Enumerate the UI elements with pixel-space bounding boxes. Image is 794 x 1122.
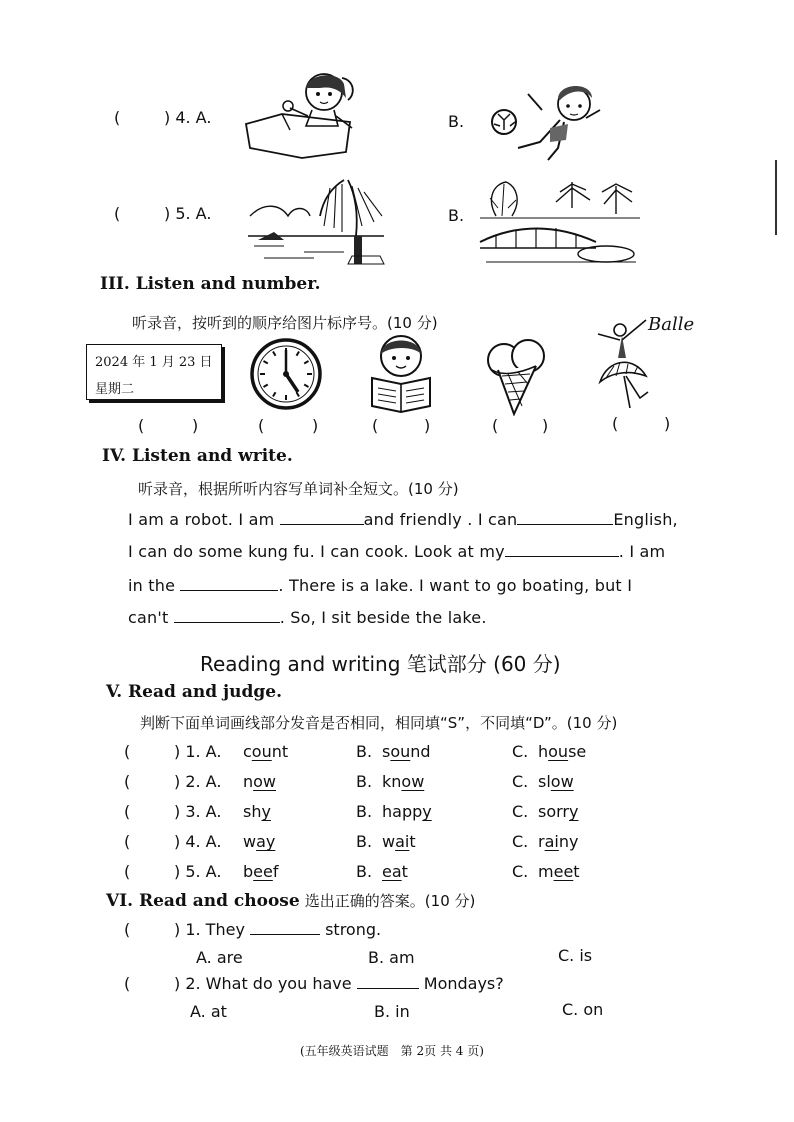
option-c[interactable]: C. on (562, 1000, 604, 1019)
passage-text: can't (128, 608, 174, 627)
underlined-part: ou (390, 742, 411, 761)
word-part: sorr (538, 802, 569, 821)
part-heading-cn: 笔试部分 (60 分) (406, 652, 561, 676)
word-b (382, 772, 424, 791)
passage-text: in the (128, 576, 181, 595)
question-number: ) 3. A. (174, 802, 222, 821)
section-instruction: 判断下面单词画线部分发音是否相同，相同填“S”，不同填“D”。(10 分) (140, 714, 618, 732)
weekday-line: 星期二 (95, 382, 135, 397)
blank-input[interactable] (280, 510, 364, 525)
word-part: f (272, 862, 279, 881)
word-part: r (538, 832, 545, 851)
passage-line-3 (128, 576, 632, 595)
word-c (538, 862, 580, 881)
option-c-label: C. (512, 802, 529, 821)
word-b (382, 832, 416, 851)
option-c-label: C. (512, 772, 529, 791)
answer-paren-open: ( (124, 920, 131, 939)
blank-input[interactable] (357, 974, 419, 989)
part-heading (200, 648, 561, 677)
underlined-part: ow (401, 772, 425, 791)
option-b-label: B. (448, 206, 465, 225)
answer-paren-open: ( (492, 416, 499, 435)
word-b (382, 862, 408, 881)
section-title: V. Read and judge. (106, 682, 283, 702)
underlined-part: ou (251, 742, 272, 761)
word-c (538, 772, 574, 791)
answer-paren-open: ( (372, 416, 379, 435)
underlined-part: ee (253, 862, 273, 881)
lake-willow-picture (244, 176, 390, 268)
answer-paren-open: ( (124, 802, 131, 821)
answer-paren-close: ) (664, 414, 671, 433)
word-part: b (243, 862, 254, 881)
word-part: sl (538, 772, 551, 791)
word-c (538, 802, 578, 821)
question-number: ) 2. A. (174, 772, 222, 791)
word-a (243, 862, 278, 881)
word-part: ny (558, 832, 579, 851)
passage-line-2 (128, 542, 665, 561)
passage-text: English, (613, 510, 678, 529)
ice-cream-picture (484, 336, 550, 416)
word-part: c (243, 742, 252, 761)
section-title: IV. Listen and write. (102, 446, 293, 466)
option-b-label: B. (448, 112, 465, 131)
option-c-label: C. (512, 742, 529, 761)
underlined-part: ou (548, 742, 569, 761)
option-b-label: B. (356, 772, 373, 791)
question-stem (174, 974, 504, 993)
word-a (243, 742, 288, 761)
ping-pong-girl-picture (242, 68, 362, 160)
stem-text: strong. (325, 920, 382, 939)
passage-line-1 (128, 510, 678, 529)
word-c (538, 742, 586, 761)
ballet-script-text: Balle (648, 314, 695, 335)
section-title-row (106, 890, 475, 911)
word-part: w (243, 832, 257, 851)
option-b-label: B. (356, 832, 373, 851)
option-b-label: B. (356, 742, 373, 761)
option-b[interactable]: B. in (374, 1002, 410, 1021)
part-heading-en: Reading and writing (200, 652, 401, 676)
option-a[interactable]: A. are (196, 948, 243, 967)
passage-text: . So, I sit beside the lake. (279, 608, 487, 627)
option-b[interactable]: B. am (368, 948, 415, 967)
underlined-part: ea (382, 862, 402, 881)
word-a (243, 772, 276, 791)
question-number: ) 5. A. (174, 862, 222, 881)
stem-text: ) 1. They (174, 920, 245, 939)
word-part: happ (382, 802, 423, 821)
word-part: w (382, 832, 396, 851)
word-part: h (538, 742, 549, 761)
word-part: sh (243, 802, 262, 821)
word-part: s (382, 742, 391, 761)
answer-paren-open: ( (138, 416, 145, 435)
answer-paren-close: ) (192, 416, 199, 435)
page-footer: (五年级英语试题 第 2页 共 4 页) (300, 1044, 484, 1058)
blank-input[interactable] (180, 576, 278, 591)
question-number: ) 4. A. (174, 832, 222, 851)
underlined-part: y (422, 802, 432, 821)
scan-edge-mark (775, 160, 777, 235)
option-c-label: C. (512, 832, 529, 851)
word-part: t (409, 832, 416, 851)
stem-text: ) 2. What do you have (174, 974, 352, 993)
section-instruction: 选出正确的答案。(10 分) (304, 892, 476, 910)
word-part: t (401, 862, 408, 881)
option-c[interactable]: C. is (558, 946, 593, 965)
word-part: nt (271, 742, 289, 761)
word-part: m (538, 862, 554, 881)
word-b (382, 742, 431, 761)
blank-input[interactable] (250, 920, 320, 935)
answer-paren-close: ) (542, 416, 549, 435)
clock-picture (248, 336, 324, 412)
underlined-part: ow (253, 772, 277, 791)
word-a (243, 832, 275, 851)
passage-text: . I am (618, 542, 666, 561)
answer-paren-open: ( (124, 974, 131, 993)
answer-paren-open: ( (124, 772, 131, 791)
option-c-label: C. (512, 862, 529, 881)
word-b (382, 802, 432, 821)
underlined-part: y (569, 802, 579, 821)
answer-paren-open: ( (124, 742, 131, 761)
question-number: ) 4. A. (164, 108, 212, 127)
word-part: kn (382, 772, 402, 791)
date-line: 2024 年 1 月 23 日 (95, 355, 213, 370)
answer-paren-open: ( (114, 204, 121, 223)
answer-paren-open: ( (114, 108, 121, 127)
question-number: ) 5. A. (164, 204, 212, 223)
answer-paren-close: ) (424, 416, 431, 435)
option-b-label: B. (356, 862, 373, 881)
answer-paren-open: ( (612, 414, 619, 433)
stem-text: Mondays? (423, 974, 504, 993)
underlined-part: ay (256, 832, 276, 851)
section-instruction: 听录音，按听到的顺序给图片标序号。(10 分) (132, 314, 438, 332)
calendar-date-card (86, 344, 222, 400)
underlined-part: ai (544, 832, 559, 851)
passage-text: . There is a lake. I want to go boating, but I (278, 576, 633, 595)
option-b-label: B. (356, 802, 373, 821)
answer-paren-close: ) (312, 416, 319, 435)
passage-text: I can do some kung fu. I can cook. Look at my (128, 542, 505, 561)
word-c (538, 832, 578, 851)
underlined-part: ai (395, 832, 410, 851)
park-bridge-picture (476, 178, 644, 270)
blank-input[interactable] (517, 510, 613, 525)
passage-text: I am a robot. I am (128, 510, 280, 529)
passage-text: and friendly . I can (363, 510, 518, 529)
underlined-part: ow (550, 772, 574, 791)
answer-paren-open: ( (124, 862, 131, 881)
underlined-part: y (261, 802, 271, 821)
answer-paren-open: ( (124, 832, 131, 851)
word-part: t (573, 862, 580, 881)
question-stem (174, 920, 381, 939)
word-part: nd (410, 742, 431, 761)
answer-paren-open: ( (258, 416, 265, 435)
section-title: III. Listen and number. (100, 274, 321, 294)
blank-input[interactable] (174, 608, 280, 623)
reading-girl-picture (366, 330, 436, 414)
blank-input[interactable] (505, 542, 619, 557)
word-a (243, 802, 271, 821)
word-part: se (568, 742, 587, 761)
section-title: VI. Read and choose (106, 891, 300, 911)
football-boy-picture (488, 70, 608, 166)
passage-line-4 (128, 608, 487, 627)
question-number: ) 1. A. (174, 742, 222, 761)
underlined-part: ee (553, 862, 574, 881)
option-a[interactable]: A. at (190, 1002, 227, 1021)
word-part: n (243, 772, 254, 791)
section-instruction: 听录音，根据所听内容写单词补全短文。(10 分) (138, 480, 459, 498)
